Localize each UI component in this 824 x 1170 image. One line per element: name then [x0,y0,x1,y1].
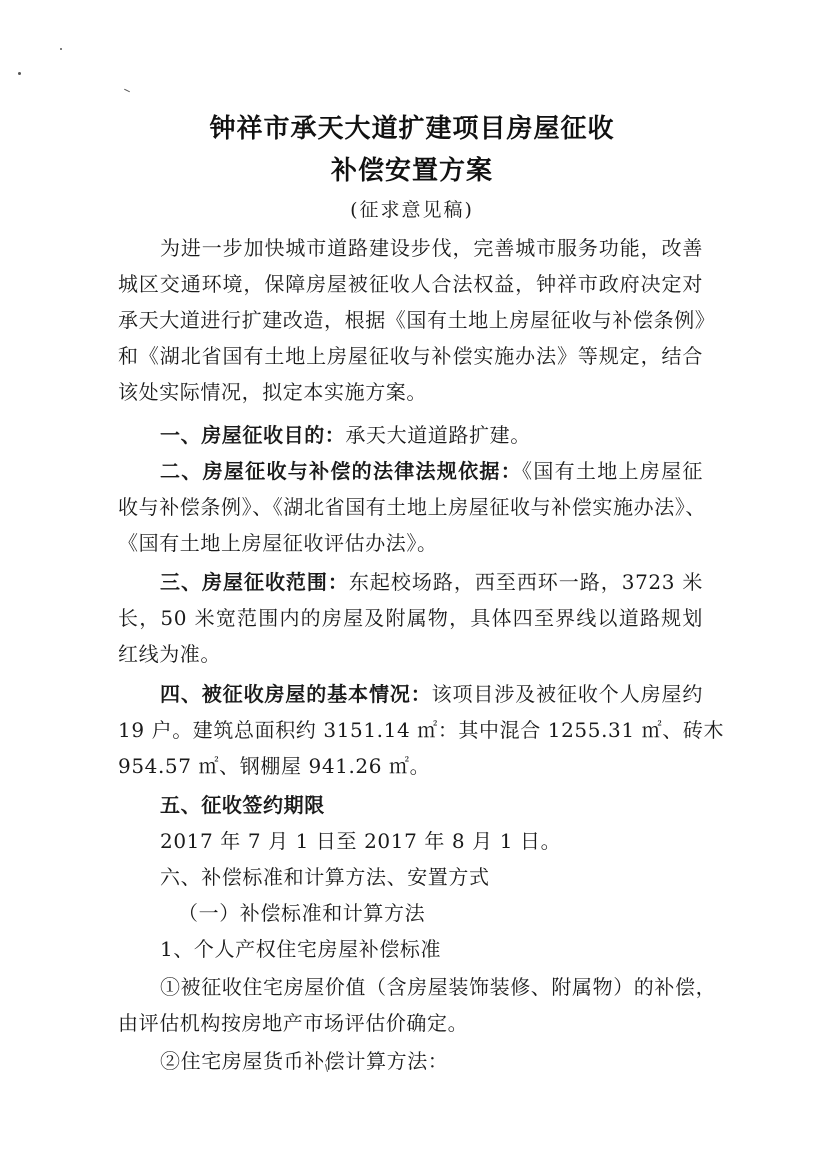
section-2 [160,457,703,485]
section-4 [160,680,703,708]
scan-mark [124,89,130,92]
section-3-line: 红线为准。 [118,642,221,666]
intro-line: 承天大道进行扩建改造，根据《国有土地上房屋征收与补偿条例》 [118,308,716,332]
section-4-line: 19 户。建筑总面积约 3151.14 ㎡：其中混合 1255.31 ㎡、砖木 [118,718,725,742]
intro-line: 和《湖北省国有土地上房屋征收与补偿实施办法》等规定，结合 [118,344,703,368]
intro-line: 城区交通环境，保障房屋被征收人合法权益，钟祥市政府决定对 [118,272,703,296]
section-2-text: 《国有土地上房屋征 [522,459,703,483]
section-2-line: 收与补偿条例》、《湖北省国有土地上房屋征收与补偿实施办法》、 [118,495,706,519]
document-title-line2: 补偿安置方案 [330,156,493,186]
section-3-text: 东起校场路，西至西环一路，3723 米 [348,570,704,594]
section-6-heading: 六、补偿标准和计算方法、安置方式 [160,865,490,889]
section-3-heading: 三、房屋征收范围： [160,570,349,594]
scan-mark [18,72,21,75]
document-subtitle: (征求意见稿) [350,199,474,221]
section-5-text: 2017 年 7 月 1 日至 2017 年 8 月 1 日。 [160,829,562,853]
section-4-text: 该项目涉及被征收个人房屋约 [431,682,703,706]
document-title-line1: 钟祥市承天大道扩建项目房屋征收 [209,114,615,144]
section-5-heading: 五、征收签约期限 [160,793,325,817]
section-2-heading: 二、房屋征收与补偿的法律法规依据： [160,459,523,483]
section-3-line: 长，50 米宽范围内的房屋及附属物，具体四至界线以道路规划 [118,606,703,630]
section-2-line: 《国有土地上房屋征收评估办法》。 [118,531,438,555]
section-3 [160,568,703,596]
section-6-item-1: 1、个人产权住宅房屋补偿标准 [160,937,442,961]
section-1-text: 承天大道道路扩建。 [345,423,531,447]
intro-line: 为进一步加快城市道路建设步伐，完善城市服务功能，改善 [160,236,703,260]
section-6-paragraph-1: 由评估机构按房地产市场评估价确定。 [118,1011,469,1035]
section-6-paragraph-2: ②住宅房屋货币补偿计算方法： [160,1049,449,1073]
scan-mark [60,48,62,50]
section-6-paragraph-1: ①被征收住宅房屋价值（含房屋装饰装修、附属物）的补偿， [160,975,717,999]
section-4-line: 954.57 ㎡、钢棚屋 941.26 ㎡。 [118,754,431,778]
section-1 [160,421,703,449]
section-1-heading: 一、房屋征收目的： [160,423,346,447]
intro-line: 该处实际情况，拟定本实施方案。 [118,380,427,404]
section-6-sub-1: （一）补偿标准和计算方法 [178,901,426,925]
section-4-heading: 四、被征收房屋的基本情况： [160,682,432,706]
